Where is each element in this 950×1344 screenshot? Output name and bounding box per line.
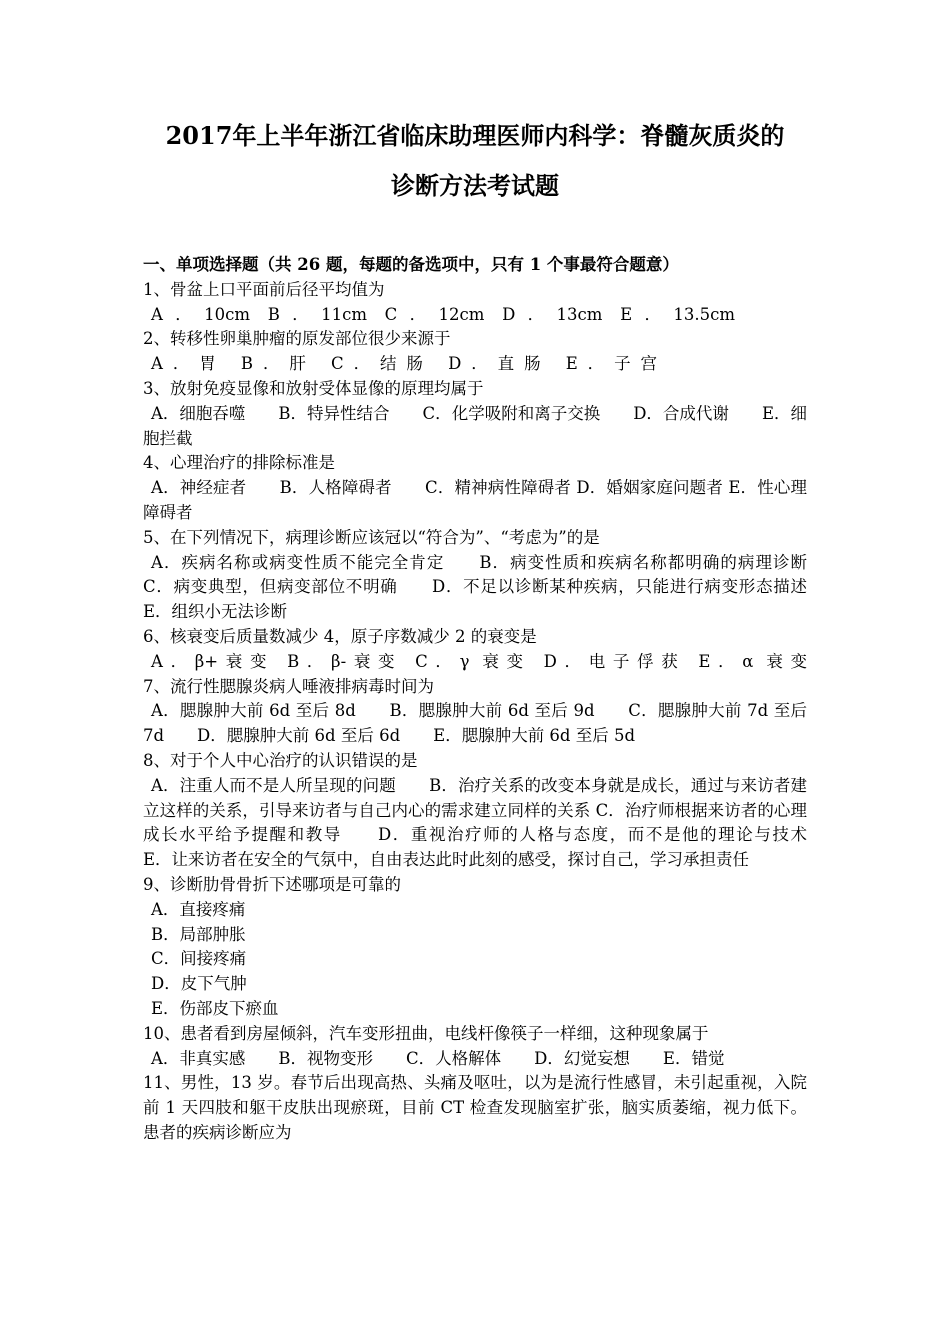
option: E．伤部皮下瘀血: [151, 998, 279, 1018]
question-options: [143, 650, 807, 675]
question-options: A．细胞吞噬 B．特异性结合 C．化学吸附和离子交换 D．合成代谢 E．细胞拦截: [143, 403, 807, 448]
question-options: [143, 303, 807, 328]
question-stem: 8、对于个人中心治疗的认识错误的是: [143, 750, 418, 770]
option: E．子宫: [565, 354, 658, 374]
option: B．β-衰变: [287, 651, 403, 671]
option: A．10cm: [151, 304, 251, 324]
option: C．12cm: [384, 304, 485, 324]
question-stem: 11、男性，13 岁。春节后出现高热、头痛及呕吐，以为是流行性感冒，未引起重视，入院前 1 天四肢和躯干皮肤出现瘀斑，目前 CT 检查发现脑室扩张，脑实质萎缩，视力低下。患者的疾病诊断应为: [143, 1073, 807, 1142]
option: B．局部肿胀: [151, 924, 246, 944]
question-stem: 9、诊断肋骨骨折下述哪项是可靠的: [143, 874, 401, 894]
question-stem: 5、在下列情况下，病理诊断应该冠以“符合为”、“考虑为”的是: [143, 527, 600, 547]
question-stem: 1、骨盆上口平面前后径平均值为: [143, 279, 385, 299]
option: C．间接疼痛: [151, 949, 247, 969]
option: A．直接疼痛: [151, 899, 246, 919]
option: D．皮下气肿: [151, 974, 247, 994]
document-title-line1: 2017年上半年浙江省临床助理医师内科学：脊髓灰质炎的: [165, 121, 785, 150]
option: A．胃: [151, 354, 226, 374]
question-options: A．注重人而不是人所呈现的问题 B．治疗关系的改变本身就是成长，通过与来访者建立这样的关系，引导来访者与自己内心的需求建立同样的关系 C．治疗师根据来访者的心理成长水平给予提醒和教导 D．重视治疗师的人格与态度，而不是他的理论与技术 E．让来访者在安全的气氛中，自由表达此时此刻的感受，探讨自己，学习承担责任: [143, 775, 840, 870]
option: E．13.5cm: [620, 304, 736, 324]
question-stem: 4、心理治疗的排除标准是: [143, 453, 335, 473]
option: B．肝: [240, 354, 316, 374]
question-stem: 6、核衰变后质量数减少 4，原子序数减少 2 的衰变是: [143, 626, 537, 646]
option: C．γ 衰变: [415, 651, 531, 671]
question-stem: 2、转移性卵巢肿瘤的原发部位很少来源于: [143, 329, 451, 349]
option: D．电子俘获: [543, 651, 686, 671]
option: D．13cm: [502, 304, 603, 324]
option: A．β+衰变: [151, 651, 275, 671]
question-options: A．腮腺肿大前 6d 至后 8d B．腮腺肿大前 6d 至后 9d C．腮腺肿大前 7d 至后 7d D．腮腺肿大前 6d 至后 6d E．腮腺肿大前 6d 至后 5d: [143, 701, 807, 746]
option: E．α 衰变: [698, 651, 807, 671]
option: B．11cm: [267, 304, 367, 324]
question-stem: 10、患者看到房屋倾斜，汽车变形扭曲，电线杆像筷子一样细，这种现象属于: [143, 1023, 709, 1043]
question-stem: 7、流行性腮腺炎病人唾液排病毒时间为: [143, 676, 434, 696]
document-title-line2: 诊断方法考试题: [391, 171, 559, 200]
question-options: A．神经症者 B．人格障碍者 C．精神病性障碍者 D．婚姻家庭问题者 E．性心理障碍者: [143, 478, 807, 522]
section-heading: 一、单项选择题（共 26 题，每题的备选项中，只有 1 个事最符合题意）: [143, 255, 679, 274]
option: D．直肠: [448, 354, 551, 374]
option: C．结肠: [331, 354, 433, 374]
question-options: A．非真实感 B．视物变形 C．人格解体 D．幻觉妄想 E．错觉: [151, 1048, 725, 1068]
question-stem: 3、放射免疫显像和放射受体显像的原理均属于: [143, 378, 484, 398]
question-options: [143, 352, 807, 377]
question-options: A．疾病名称或病变性质不能完全肯定 B．病变性质和疾病名称都明确的病理诊断 C．病变典型，但病变部位不明确 D．不足以诊断某种疾病，只能进行病变形态描述 E．组织小无法诊断: [143, 552, 840, 622]
